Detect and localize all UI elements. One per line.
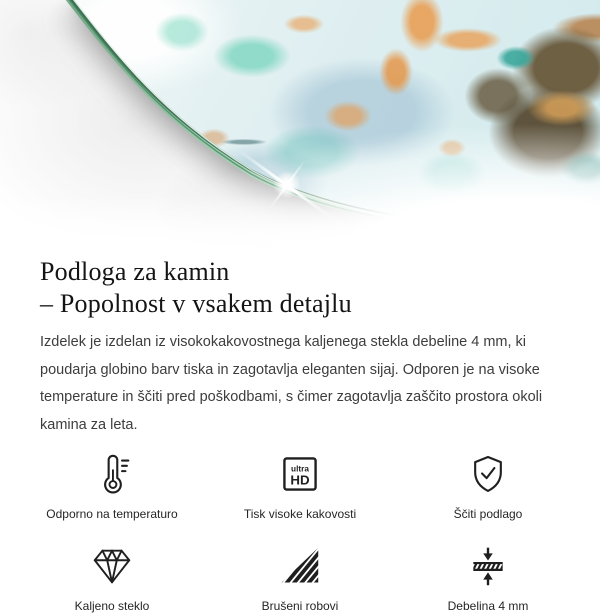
feature-label: Tisk visoke kakovosti <box>243 507 357 521</box>
page-title <box>40 256 560 320</box>
page-title-line1: Podloga za kamin <box>40 257 230 286</box>
feature-label: Debelina 4 mm <box>447 599 529 613</box>
feature-item-temperature <box>18 450 206 522</box>
feature-item-protects <box>394 450 582 522</box>
features-grid <box>0 450 600 614</box>
feature-label: Brušeni robovi <box>261 599 339 613</box>
shield-check-icon <box>464 450 512 498</box>
ultra-hd-badge-top: ultra <box>291 464 309 474</box>
feature-label: Ščiti podlago <box>453 507 523 521</box>
hero-product-image <box>0 0 600 250</box>
ultra-hd-badge-bottom: HD <box>290 472 310 488</box>
feature-item-thickness <box>394 542 582 614</box>
diamond-icon <box>88 542 136 590</box>
feature-item-polished-edges <box>206 542 394 614</box>
feature-item-print-quality <box>206 450 394 522</box>
glass-panel <box>0 0 600 250</box>
marble-print-surface <box>0 0 600 250</box>
thermometer-icon <box>88 450 136 498</box>
page-title-line2: – Popolnost v vsakem detajlu <box>40 289 352 318</box>
feature-label: Odporno na temperaturo <box>46 507 178 521</box>
feature-item-tempered-glass <box>18 542 206 614</box>
product-description: Izdelek je izdelan iz visokokakovostnega kaljenega stekla debeline 4 mm, ki poudarja globino barv tiska in zagotavlja eleganten sijaj. Odporen je na visoke temperature in ščiti pred poškodbami, s čimer zagotavlja zaščito prostora okoli kamina za leta. <box>40 334 543 433</box>
polished-edges-icon <box>276 542 324 590</box>
sparkle-core <box>273 171 301 199</box>
ultra-hd-icon <box>276 450 324 498</box>
thickness-icon <box>464 542 512 590</box>
product-info-section <box>0 256 600 439</box>
feature-label: Kaljeno steklo <box>74 599 150 613</box>
